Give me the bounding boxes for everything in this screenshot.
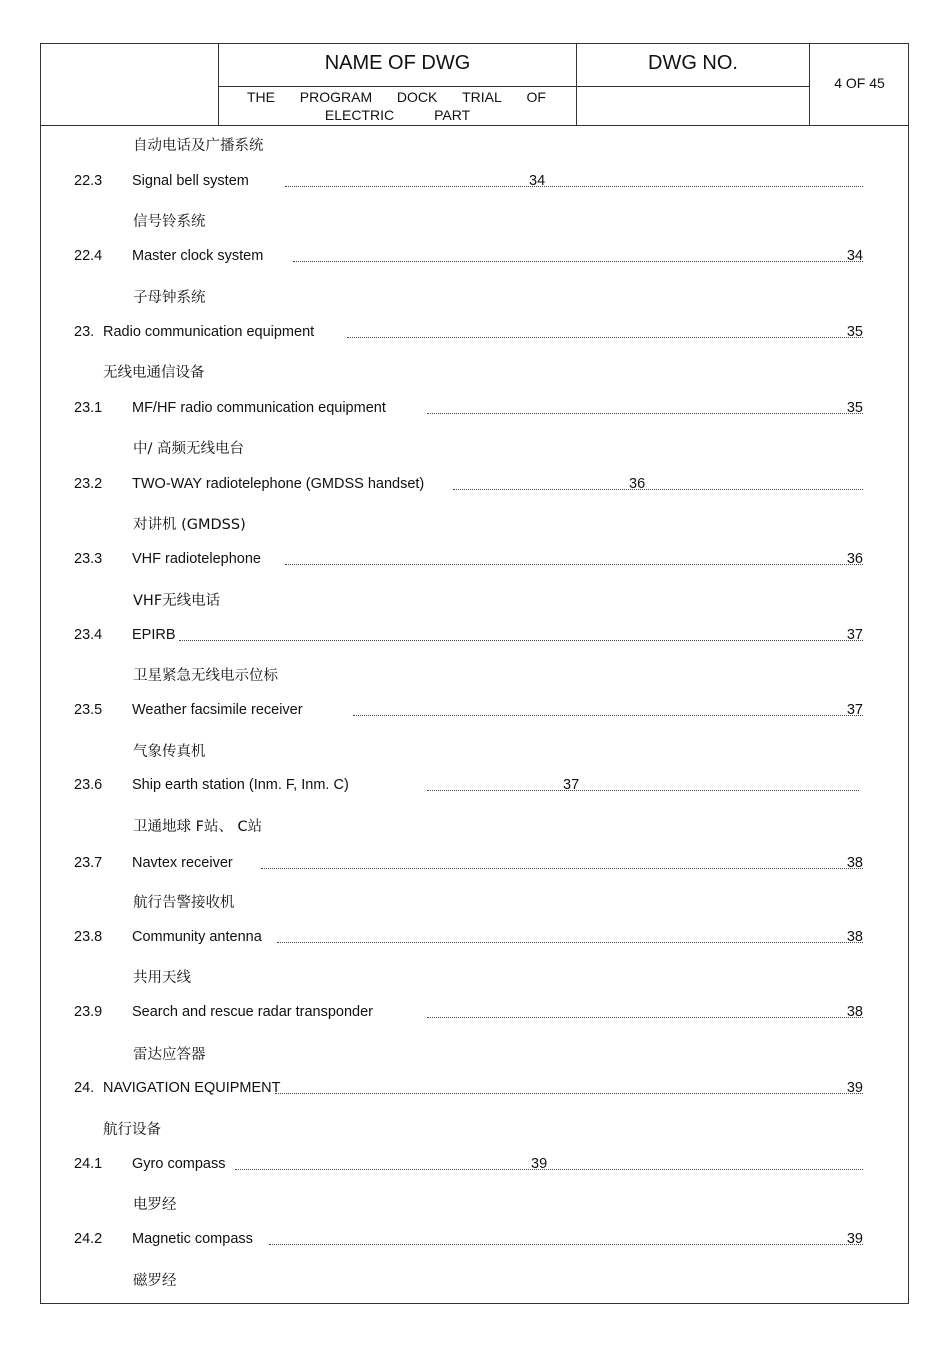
- leader-dots: [269, 1244, 863, 1245]
- toc-entry-cn: 电罗经: [133, 1197, 177, 1213]
- leader-dots: [353, 715, 863, 716]
- toc-entry-number: 23.8: [74, 929, 103, 945]
- toc-entry-page: 38: [846, 929, 863, 945]
- toc-entry-title: Ship earth station (Inm. F, Inm. C): [132, 777, 349, 793]
- toc-entry-page: 35: [846, 324, 863, 340]
- toc-entry-title: EPIRB: [132, 627, 176, 643]
- toc-entry-number: 23.: [74, 324, 95, 340]
- name-of-dwg-label: NAME OF DWG: [324, 52, 471, 74]
- toc-entry-page: 37: [846, 702, 863, 718]
- toc-entry-title: VHF radiotelephone: [132, 551, 261, 567]
- toc-entry-title: Signal bell system: [132, 173, 249, 189]
- toc-entry[interactable]: [41, 324, 908, 346]
- drawing-name-word: DOCK: [396, 89, 438, 105]
- leader-dots: [179, 640, 863, 641]
- toc-entry-cn: 无线电通信设备: [103, 365, 205, 381]
- drawing-name-word: PART: [434, 107, 471, 123]
- toc-entry[interactable]: [41, 855, 908, 877]
- toc-entry-title: Weather facsimile receiver: [132, 702, 303, 718]
- toc-entry[interactable]: [41, 702, 908, 724]
- toc-entry-number: 23.5: [74, 702, 103, 718]
- drawing-name-word: THE: [247, 89, 275, 105]
- toc-entry-page: 38: [846, 1004, 863, 1020]
- toc-entry-number: 23.4: [74, 627, 103, 643]
- toc-entry[interactable]: [41, 400, 908, 422]
- toc-entry[interactable]: [41, 551, 908, 573]
- toc-entry-title: TWO-WAY radiotelephone (GMDSS handset): [132, 476, 425, 492]
- toc-entry-page: 35: [846, 400, 863, 416]
- toc-entry-cn: VHF无线电话: [133, 593, 221, 609]
- toc-entry-cn: 卫通地球 F站、 C站: [133, 819, 263, 835]
- toc-entry[interactable]: [41, 777, 908, 799]
- drawing-name: [219, 88, 576, 124]
- toc-entry-cn: 信号铃系统: [133, 214, 206, 230]
- divider: [577, 86, 809, 87]
- leader-dots: [285, 186, 863, 187]
- toc-entry[interactable]: [41, 627, 908, 649]
- toc-entry[interactable]: [41, 1231, 908, 1253]
- toc-entry[interactable]: [41, 1004, 908, 1026]
- toc-entry[interactable]: [41, 1156, 908, 1178]
- leader-dots: [285, 564, 863, 565]
- toc-entry-number: 23.6: [74, 777, 103, 793]
- toc-entry-title: Gyro compass: [132, 1156, 226, 1172]
- toc-entry-number: 24.1: [74, 1156, 103, 1172]
- toc-entry-title: NAVIGATION EQUIPMENT: [103, 1080, 281, 1096]
- toc-entry-number: 23.3: [74, 551, 103, 567]
- toc-entry-page: 36: [629, 476, 646, 492]
- divider: [219, 86, 576, 87]
- toc-entry-cn: 气象传真机: [133, 744, 206, 760]
- leader-dots: [427, 790, 859, 791]
- toc-entry-number: 23.2: [74, 476, 103, 492]
- toc-entry-number: 23.9: [74, 1004, 103, 1020]
- toc-entry-title: Community antenna: [132, 929, 262, 945]
- toc-entry-page: 36: [846, 551, 863, 567]
- leader-dots: [277, 942, 863, 943]
- dwg-no-label: DWG NO.: [648, 52, 738, 74]
- toc-entry-number: 23.7: [74, 855, 103, 871]
- toc-entry-page: 39: [846, 1231, 863, 1247]
- leader-dots: [235, 1169, 863, 1170]
- toc-entry[interactable]: [41, 173, 908, 195]
- toc-entry-title: Search and rescue radar transponder: [132, 1004, 374, 1020]
- toc-entry-page: 39: [531, 1156, 548, 1172]
- toc-entry-number: 23.1: [74, 400, 103, 416]
- toc-entry[interactable]: [41, 248, 908, 270]
- toc-entry-cn: 卫星紧急无线电示位标: [133, 668, 278, 684]
- drawing-name-word: PROGRAM: [299, 89, 373, 105]
- drawing-frame: [40, 43, 909, 1304]
- dwg-no-cell: [577, 44, 810, 125]
- toc-entry-cn: 航行告警接收机: [133, 895, 235, 911]
- toc-entry-number: 22.3: [74, 173, 103, 189]
- leader-dots: [427, 1017, 863, 1018]
- toc-entry-title: Master clock system: [132, 248, 264, 264]
- toc-entry-cn: 中/ 高频无线电台: [133, 441, 244, 457]
- toc-entry-cn: 子母钟系统: [133, 290, 206, 306]
- toc-entry-title: Magnetic compass: [132, 1231, 253, 1247]
- toc-entry-page: 34: [846, 248, 863, 264]
- drawing-name-word: ELECTRIC: [324, 107, 395, 123]
- leader-dots: [275, 1093, 863, 1094]
- page-count-cell: [810, 44, 909, 125]
- toc-entry-page: 37: [846, 627, 863, 643]
- leader-dots: [427, 413, 863, 414]
- toc-entry-number: 24.2: [74, 1231, 103, 1247]
- toc-entry-cn: 自动电话及广播系统: [133, 138, 264, 154]
- toc-entry[interactable]: [41, 929, 908, 951]
- toc-entry-page: 38: [846, 855, 863, 871]
- toc-entry-page: 37: [563, 777, 580, 793]
- leader-dots: [261, 868, 863, 869]
- title-block-blank-cell: [41, 44, 219, 125]
- toc-entry[interactable]: [41, 476, 908, 498]
- title-block: [41, 44, 908, 126]
- page-count: 4 OF 45: [834, 75, 885, 91]
- drawing-name-word: TRIAL: [462, 89, 502, 105]
- leader-dots: [347, 337, 863, 338]
- toc-entry-number: 24.: [74, 1080, 95, 1096]
- toc-entry-title: Radio communication equipment: [103, 324, 315, 340]
- toc-entry-cn: 雷达应答器: [133, 1047, 206, 1063]
- toc-entry-cn: 航行设备: [103, 1122, 161, 1138]
- toc-entry-title: MF/HF radio communication equipment: [132, 400, 386, 416]
- toc-entry-cn: 对讲机 (GMDSS): [133, 517, 246, 533]
- leader-dots: [293, 261, 863, 262]
- toc-entry-cn: 磁罗经: [133, 1273, 177, 1289]
- toc-entry-number: 22.4: [74, 248, 103, 264]
- toc-entry-title: Navtex receiver: [132, 855, 233, 871]
- toc-entry[interactable]: [41, 1080, 908, 1102]
- leader-dots: [453, 489, 863, 490]
- toc-entry-page: 34: [529, 173, 546, 189]
- toc-entry-page: 39: [846, 1080, 863, 1096]
- name-of-dwg-cell: [219, 44, 577, 125]
- drawing-name-word: OF: [526, 89, 546, 105]
- toc-entry-cn: 共用天线: [133, 970, 191, 986]
